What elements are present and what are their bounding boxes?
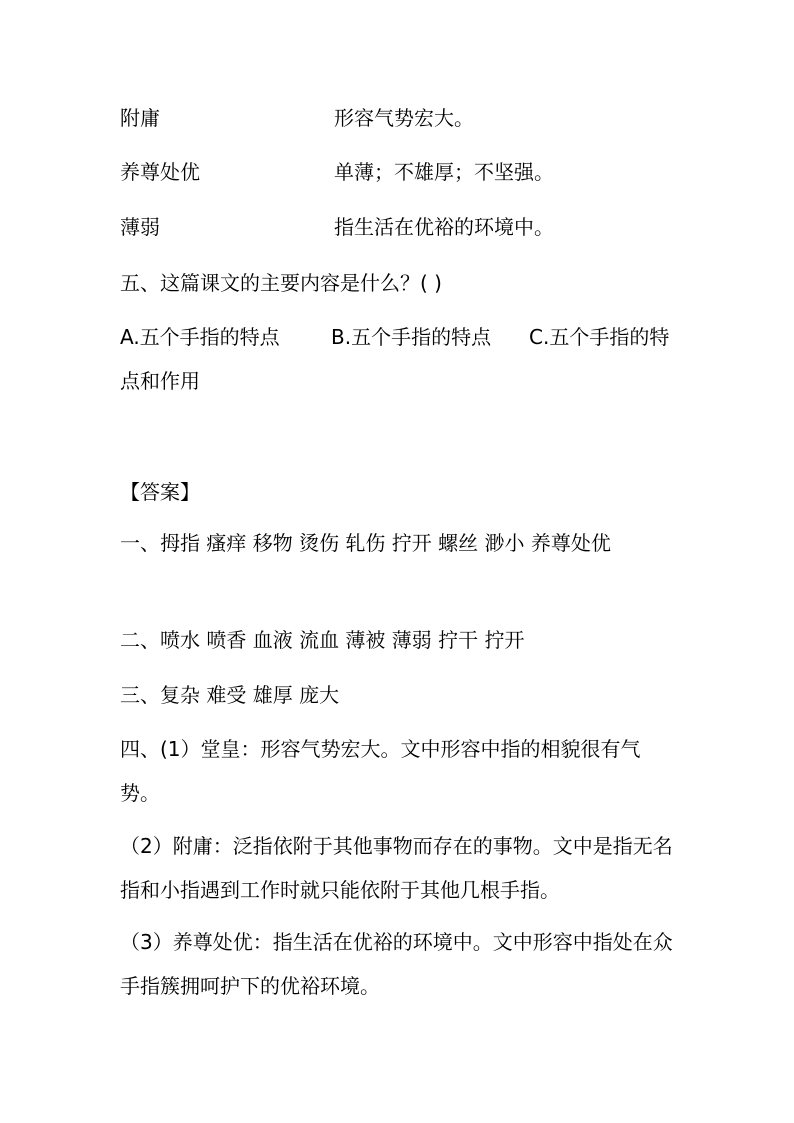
answer-4-part-2: （2）附庸：泛指依附于其他事物而存在的事物。文中是指无名指和小指遇到工作时就只能依附于其他几根手指。 (120, 834, 673, 902)
answer-1: 一、拇指 瘙痒 移物 烫伤 轧伤 拧开 螺丝 渺小 养尊处优 (120, 531, 611, 555)
match-left-1: 附庸 (120, 106, 160, 130)
option-a: A.五个手指的特点 (120, 325, 280, 349)
match-left-2: 养尊处优 (120, 160, 200, 184)
match-right-3: 指生活在优裕的环境中。 (334, 215, 554, 239)
answer-3: 三、复杂 难受 雄厚 庞大 (120, 683, 340, 707)
answer-4-part-3: （3）养尊处优：指生活在优裕的环境中。文中形容中指处在众手指簇拥呵护下的优裕环境。 (120, 930, 673, 998)
option-b: B.五个手指的特点 (331, 325, 492, 349)
answer-4-part-1: 四、(1）堂皇：形容气势宏大。文中形容中指的相貌很有气势。 (120, 737, 641, 805)
answers-heading: 【答案】 (120, 480, 200, 504)
match-right-1: 形容气势宏大。 (334, 106, 474, 130)
question-5: 五、这篇课文的主要内容是什么？( ) (120, 271, 442, 295)
option-c: C.五个手指的特 (529, 325, 670, 349)
option-c-continued: 点和作用 (120, 369, 200, 393)
match-right-2: 单薄；不雄厚；不坚强。 (334, 160, 554, 184)
match-left-3: 薄弱 (120, 215, 160, 239)
answer-2: 二、喷水 喷香 血液 流血 薄被 薄弱 拧干 拧开 (120, 628, 525, 652)
